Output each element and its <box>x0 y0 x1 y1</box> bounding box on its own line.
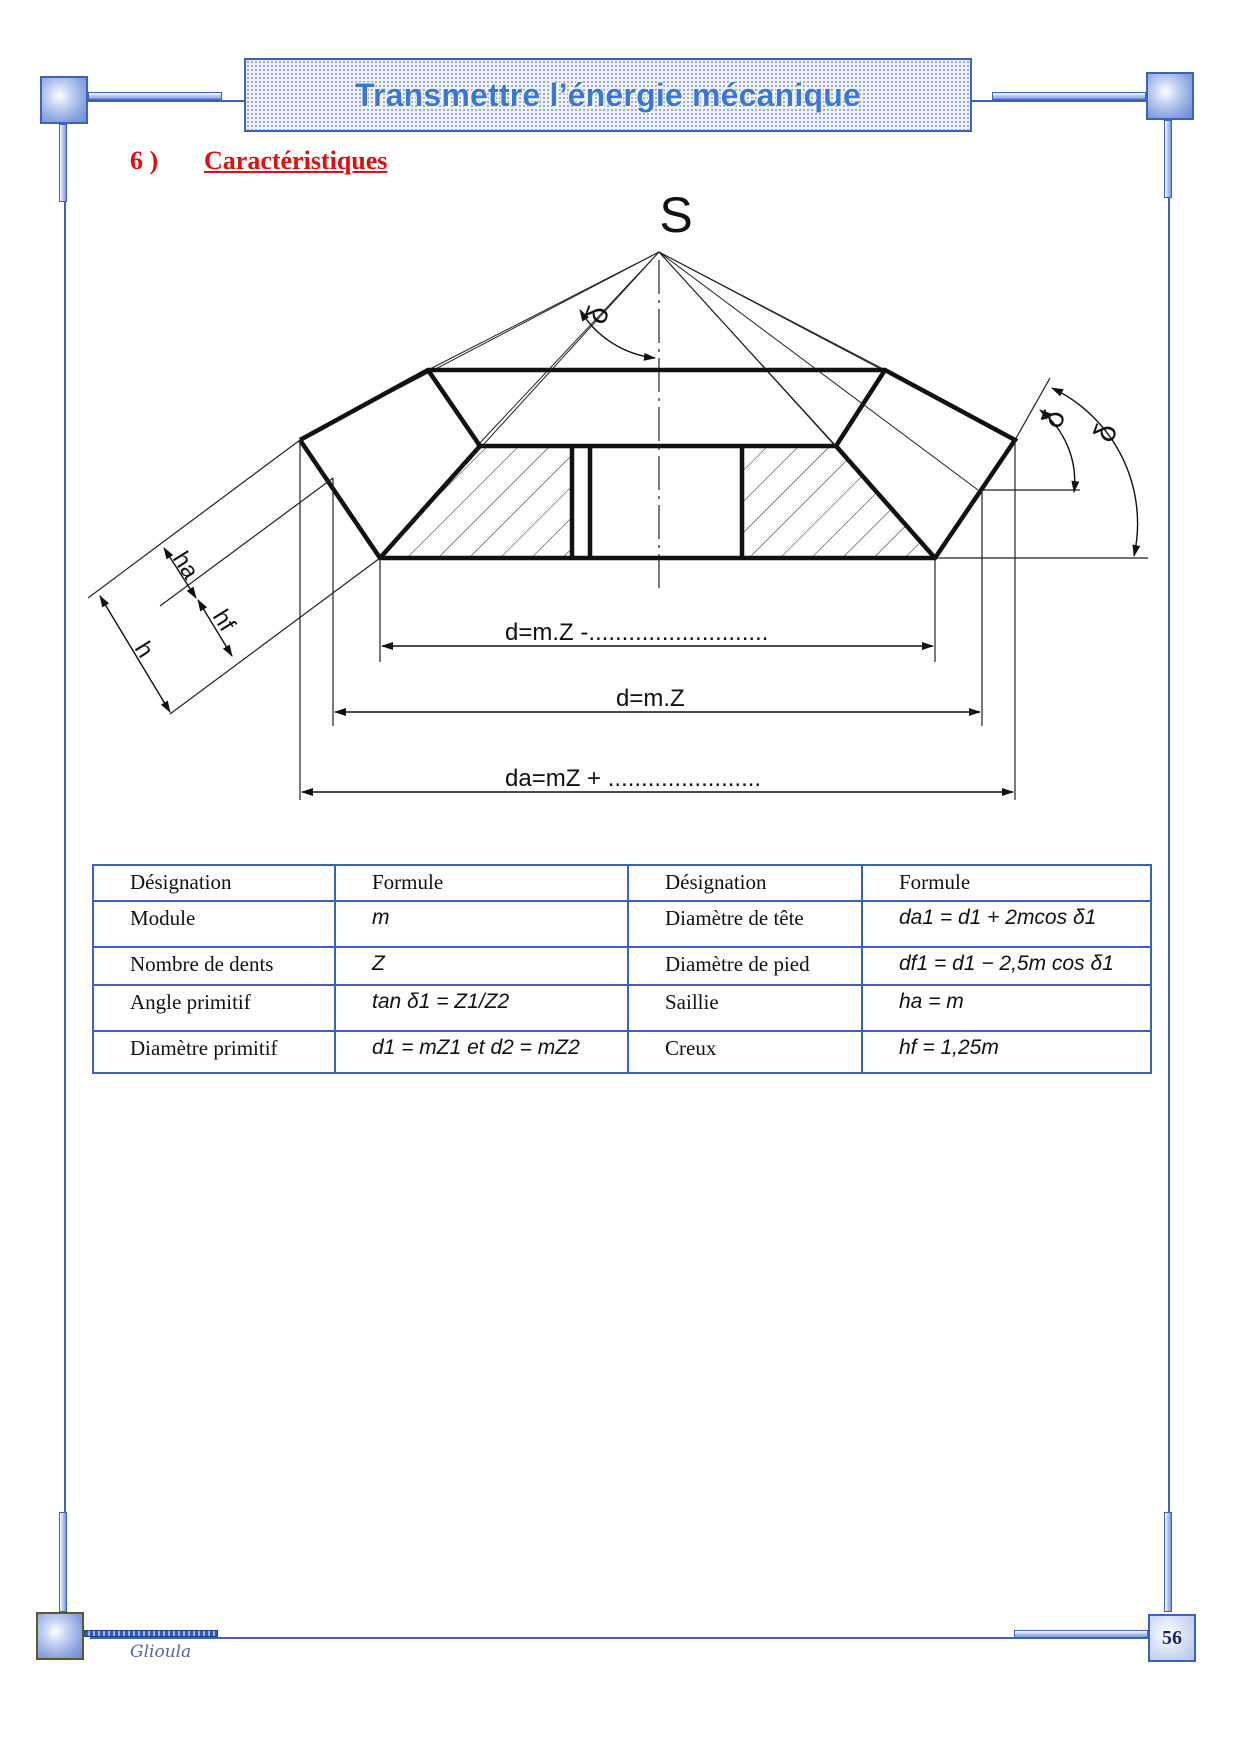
table-row <box>93 947 1151 985</box>
frame-corner-bottom-left <box>36 1612 84 1660</box>
d-pitch-label: d=m.Z <box>616 685 685 712</box>
tooth-height-dimensions <box>100 548 232 712</box>
formula-cell: da1 = d1 + 2mcos δ1 <box>862 901 1151 947</box>
ha-label: ha <box>166 546 204 584</box>
formula-cell: ha = m <box>862 985 1151 1031</box>
d-root-label: d=m.Z -........................... <box>505 619 769 646</box>
designation-cell: Diamètre de pied <box>628 947 862 985</box>
section-hatch-left <box>380 446 570 558</box>
table-header-cell: Formule <box>335 865 628 901</box>
cone-lines <box>300 252 1015 558</box>
formulas-table <box>92 864 1152 1074</box>
page-title: Transmettre l’énergie mécanique <box>355 76 861 113</box>
delta-label-top: δ <box>579 301 617 329</box>
extension-lines <box>88 378 1148 800</box>
designation-cell: Module <box>93 901 335 947</box>
delta-label-right-outer: δ <box>1087 419 1125 447</box>
formula-cell: d1 = mZ1 et d2 = mZ2 <box>335 1031 628 1073</box>
table-row <box>93 985 1151 1031</box>
gear-outline <box>300 370 1015 558</box>
section-title: Caractéristiques <box>204 146 388 175</box>
section-number: 6 ) <box>130 146 159 175</box>
table-header-cell: Formule <box>862 865 1151 901</box>
designation-cell: Diamètre de tête <box>628 901 862 947</box>
delta-label-right-inner: δ <box>1035 405 1073 433</box>
section-hatch-right <box>742 446 935 558</box>
formula-cell: df1 = d1 − 2,5m cos δ1 <box>862 947 1151 985</box>
designation-cell: Diamètre primitif <box>93 1031 335 1073</box>
frame-bar-bottom-right <box>1014 1630 1148 1638</box>
table-row <box>93 1031 1151 1073</box>
author-signature: Glioula <box>130 1642 192 1662</box>
bevel-gear-diagram <box>0 0 1240 840</box>
formula-cell: tan δ1 = Z1/Z2 <box>335 985 628 1031</box>
frame-bottom-line <box>90 1637 1150 1639</box>
frame-vbar-bottom-left <box>59 1512 67 1612</box>
designation-cell: Saillie <box>628 985 862 1031</box>
designation-cell: Creux <box>628 1031 862 1073</box>
table-row <box>93 901 1151 947</box>
formula-cell: hf = 1,25m <box>862 1031 1151 1073</box>
table-header-cell: Désignation <box>93 865 335 901</box>
designation-cell: Angle primitif <box>93 985 335 1031</box>
apex-label: S <box>659 187 693 243</box>
table-header-cell: Désignation <box>628 865 862 901</box>
formula-cell: m <box>335 901 628 947</box>
hf-label: hf <box>206 604 241 637</box>
d-tip-label: da=mZ + ....................... <box>505 765 762 792</box>
h-label: h <box>128 636 159 663</box>
frame-vbar-bottom-right <box>1164 1512 1172 1612</box>
table-header-row <box>93 865 1151 901</box>
page-number: 56 <box>1148 1614 1196 1662</box>
designation-cell: Nombre de dents <box>93 947 335 985</box>
formula-cell: Z <box>335 947 628 985</box>
frame-bar-bottom-left <box>84 1630 218 1637</box>
